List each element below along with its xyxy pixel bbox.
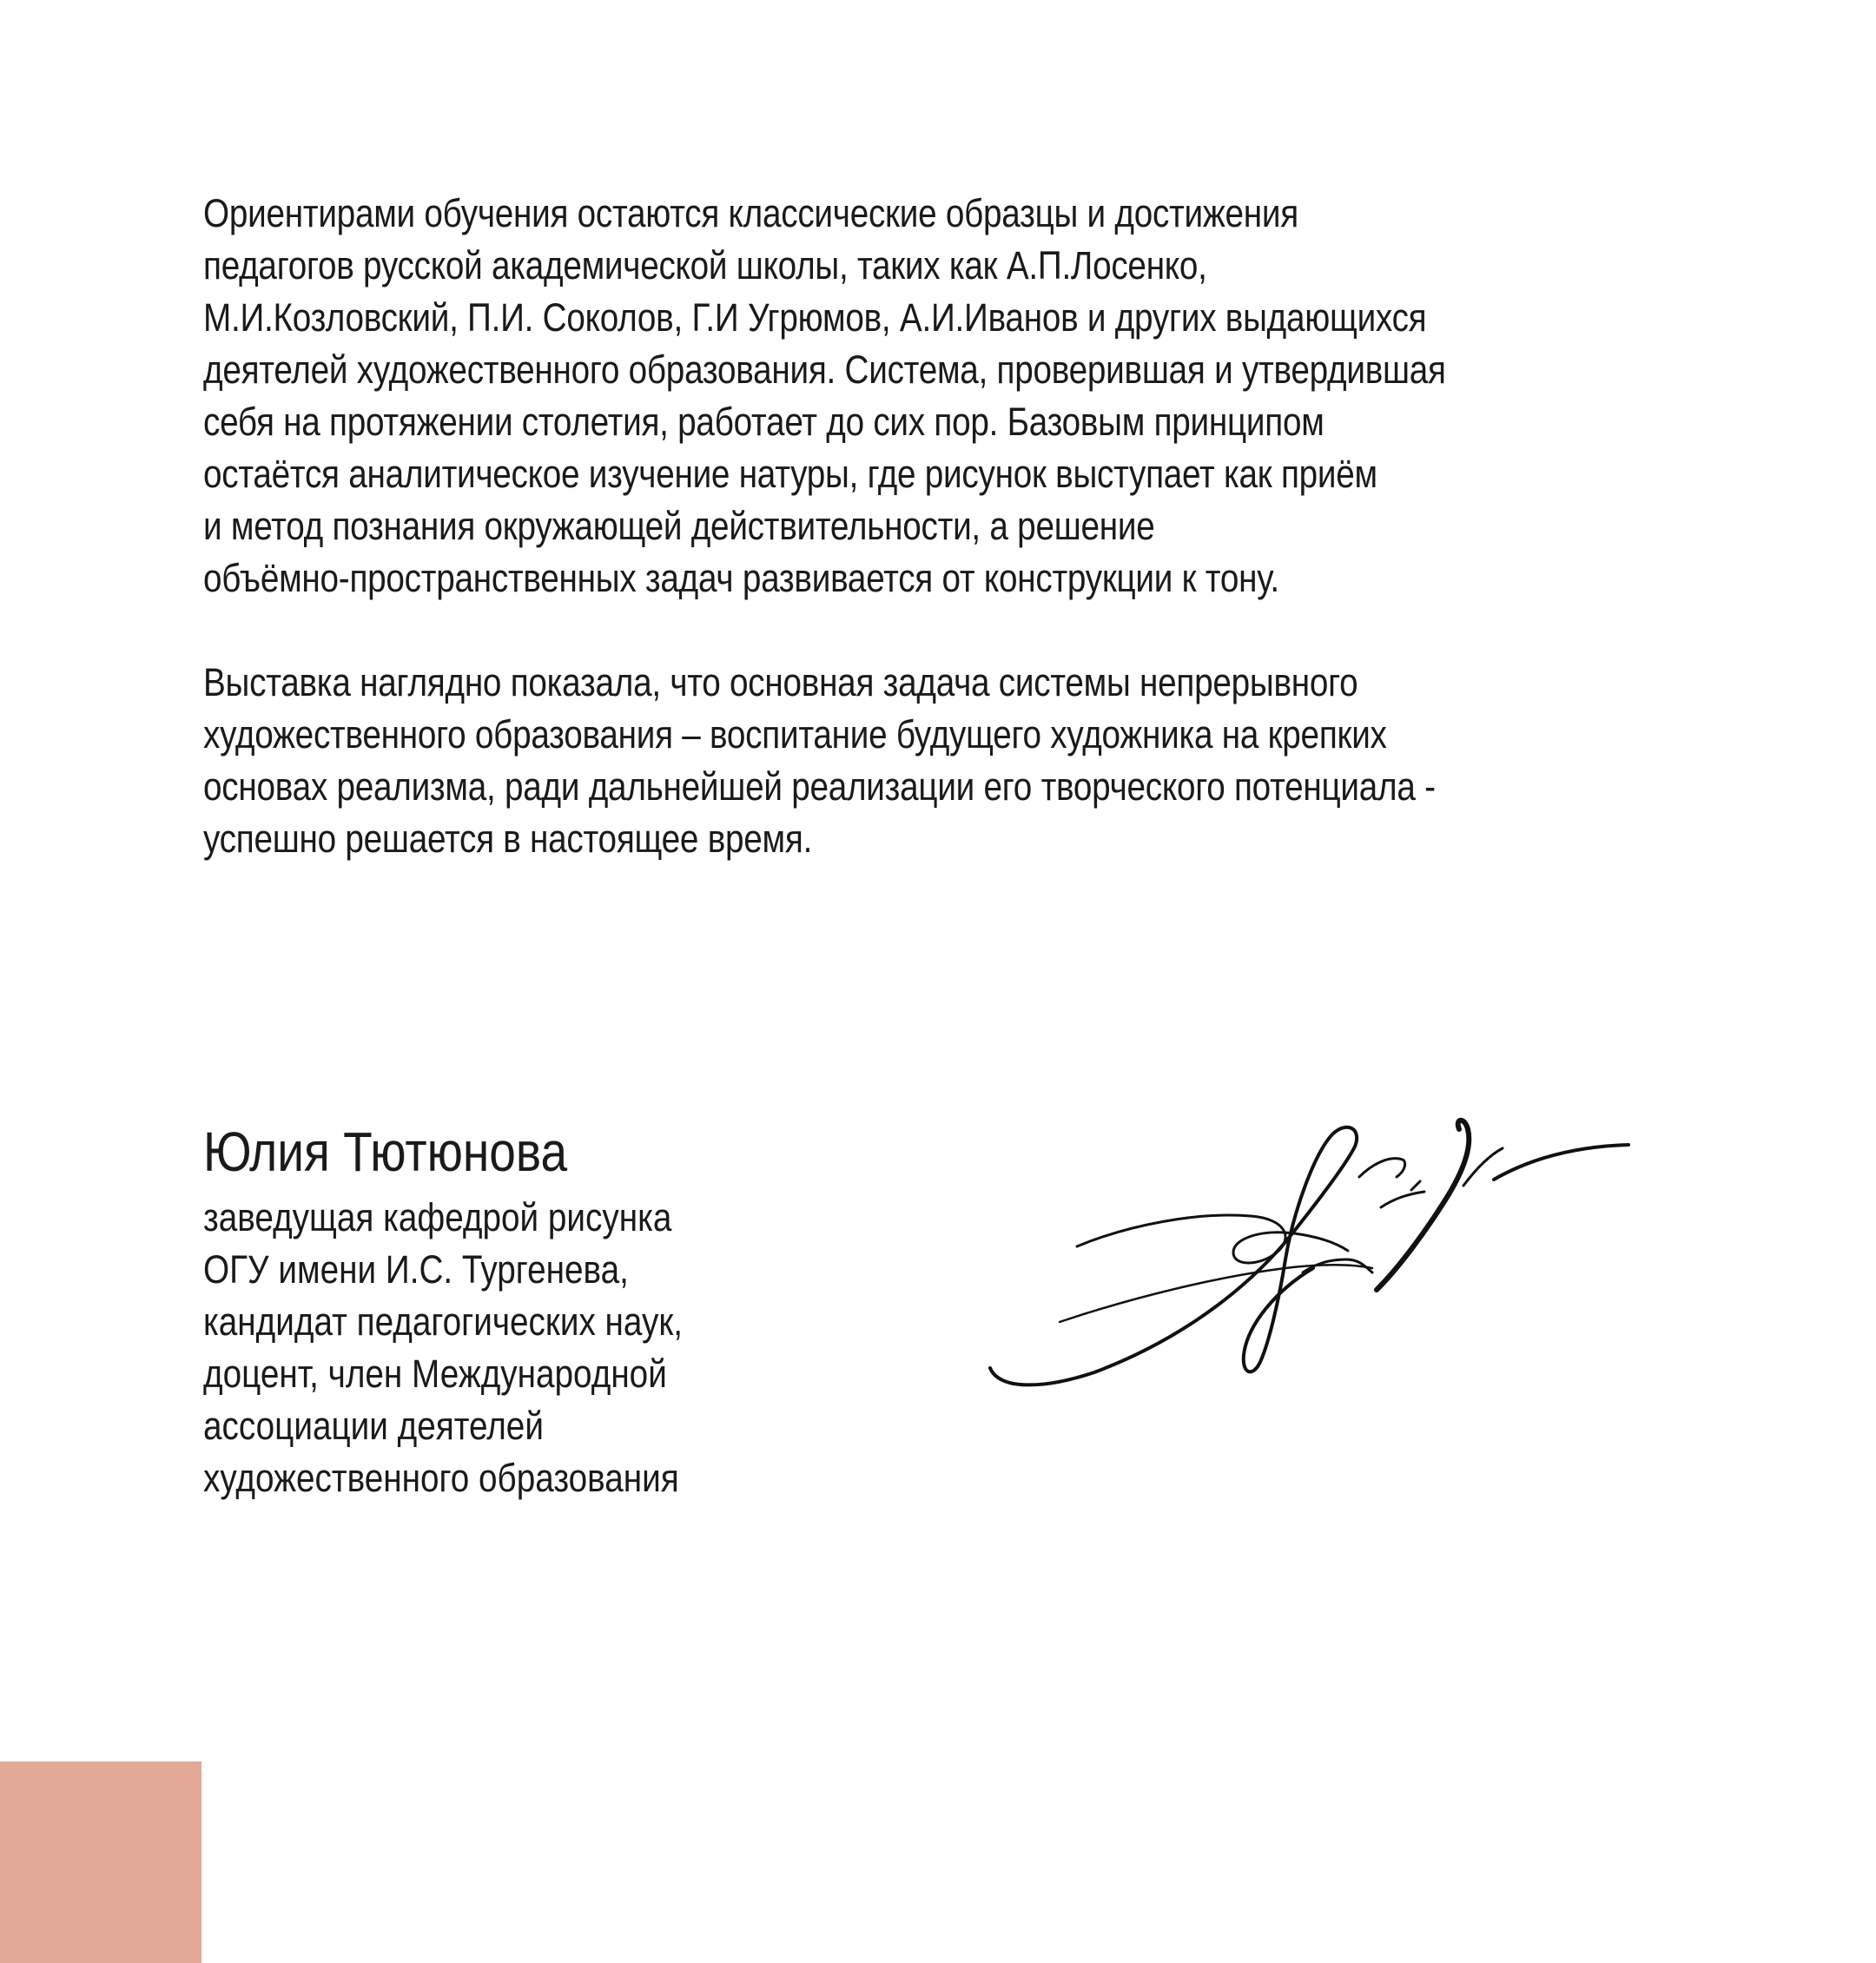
text-line: Выставка наглядно показала, что основная задача системы непрерывного <box>203 660 1358 704</box>
article-body <box>203 188 1503 865</box>
author-role <box>203 1192 875 1504</box>
text-line: Ориентирами обучения остаются классические образцы и достижения <box>203 191 1298 235</box>
author-role-line: кандидат педагогических наук, <box>203 1299 684 1344</box>
text-line: и метод познания окружающей действительности, а решение <box>203 504 1155 548</box>
text-line: деятелей художественного образования. Система, проверившая и утвердившая <box>203 347 1446 392</box>
paragraph-1 <box>203 188 1503 605</box>
author-block <box>203 1119 875 1504</box>
author-role-line: доцент, член Международной <box>203 1352 667 1396</box>
text-line: остаётся аналитическое изучение натуры, где рисунок выступает как приём <box>203 452 1377 496</box>
author-name: Юлия Тютюнова <box>203 1120 568 1183</box>
text-line: педагогов русской академической школы, таких как А.П.Лосенко, <box>203 243 1207 288</box>
text-line: М.И.Козловский, П.И. Соколов, Г.И Угрюмов, А.И.Иванов и других выдающихся <box>203 295 1427 340</box>
author-role-line: заведущая кафедрой рисунка <box>203 1195 672 1239</box>
text-line: объёмно-пространственных задач развивается от конструкции к тону. <box>203 556 1279 600</box>
author-role-line: ОГУ имени И.С. Тургенева, <box>203 1247 629 1292</box>
text-line: себя на протяжении столетия, работает до сих пор. Базовым принципом <box>203 400 1324 444</box>
text-line: основах реализма, ради дальнейшей реализации его творческого потенциала - <box>203 764 1436 809</box>
accent-block <box>0 1761 201 1963</box>
signature-icon <box>973 1094 1668 1407</box>
author-role-line: ассоциации деятелей <box>203 1404 544 1448</box>
text-line: художественного образования – воспитание будущего художника на крепких <box>203 712 1387 757</box>
author-role-line: художественного образования <box>203 1456 679 1500</box>
text-line: успешно решается в настоящее время. <box>203 816 813 861</box>
paragraph-2 <box>203 657 1503 865</box>
